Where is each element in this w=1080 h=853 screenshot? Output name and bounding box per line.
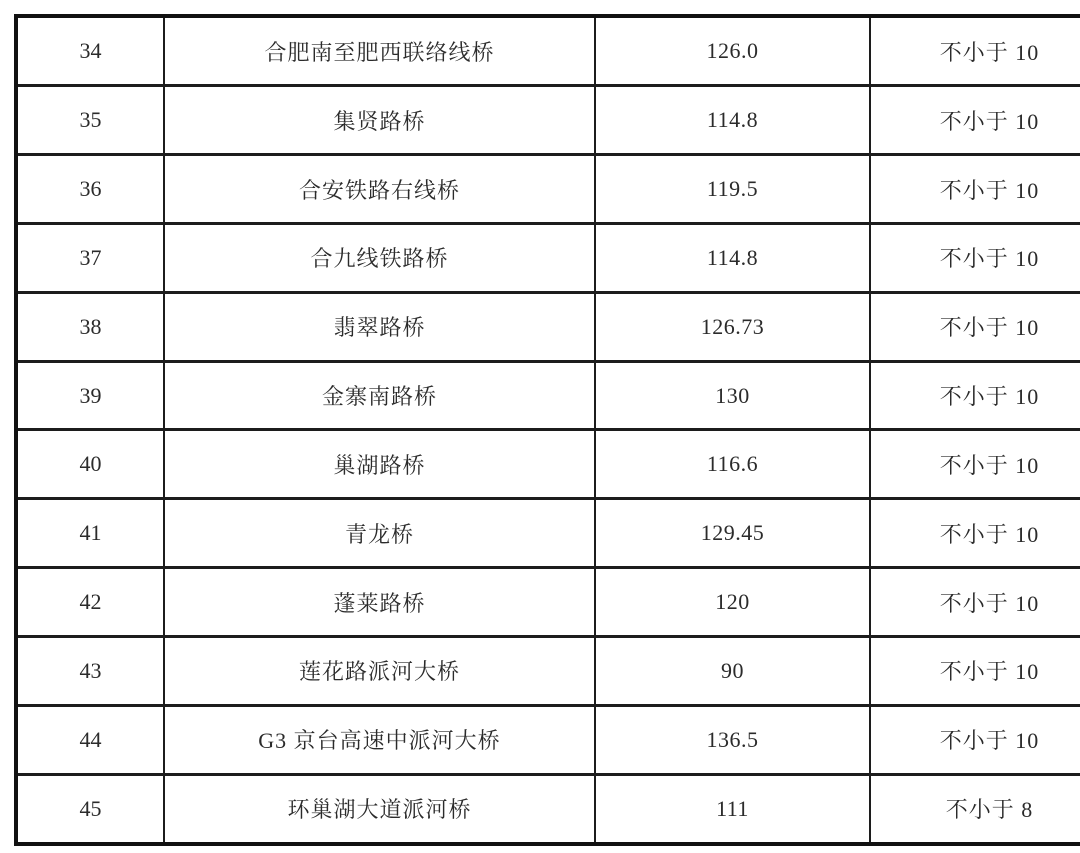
- value-cell: 136.5: [595, 705, 870, 774]
- bridge-name-cell: G3 京台高速中派河大桥: [164, 705, 595, 774]
- value-cell: 126.0: [595, 16, 870, 86]
- row-number-cell: 35: [16, 86, 164, 155]
- row-number-cell: 39: [16, 361, 164, 430]
- table-row: [16, 16, 1080, 86]
- value-cell: 116.6: [595, 430, 870, 499]
- value-cell: 90: [595, 636, 870, 705]
- bridge-name-cell: 环巢湖大道派河桥: [164, 774, 595, 844]
- value-cell: 119.5: [595, 155, 870, 224]
- requirement-cell: 不小于 10: [870, 16, 1080, 86]
- row-number-cell: 40: [16, 430, 164, 499]
- row-number-cell: 42: [16, 568, 164, 637]
- value-cell: 111: [595, 774, 870, 844]
- bridge-clearance-table: [14, 14, 1080, 846]
- row-number-cell: 44: [16, 705, 164, 774]
- requirement-cell: 不小于 10: [870, 499, 1080, 568]
- requirement-cell: 不小于 10: [870, 86, 1080, 155]
- bridge-name-cell: 蓬莱路桥: [164, 568, 595, 637]
- requirement-cell: 不小于 10: [870, 568, 1080, 637]
- table-row: [16, 155, 1080, 224]
- row-number-cell: 45: [16, 774, 164, 844]
- bridge-name-cell: 集贤路桥: [164, 86, 595, 155]
- row-number-cell: 36: [16, 155, 164, 224]
- row-number-cell: 43: [16, 636, 164, 705]
- bridge-table-body: [16, 16, 1080, 844]
- table-row: [16, 499, 1080, 568]
- table-row: [16, 774, 1080, 844]
- table-row: [16, 705, 1080, 774]
- table-row: [16, 223, 1080, 292]
- table-row: [16, 361, 1080, 430]
- bridge-name-cell: 金寨南路桥: [164, 361, 595, 430]
- bridge-name-cell: 莲花路派河大桥: [164, 636, 595, 705]
- value-cell: 126.73: [595, 292, 870, 361]
- bridge-name-cell: 巢湖路桥: [164, 430, 595, 499]
- table-row: [16, 430, 1080, 499]
- value-cell: 114.8: [595, 223, 870, 292]
- requirement-cell: 不小于 10: [870, 361, 1080, 430]
- bridge-name-cell: 青龙桥: [164, 499, 595, 568]
- row-number-cell: 37: [16, 223, 164, 292]
- value-cell: 120: [595, 568, 870, 637]
- table-row: [16, 568, 1080, 637]
- bridge-name-cell: 合肥南至肥西联络线桥: [164, 16, 595, 86]
- requirement-cell: 不小于 8: [870, 774, 1080, 844]
- requirement-cell: 不小于 10: [870, 636, 1080, 705]
- value-cell: 114.8: [595, 86, 870, 155]
- row-number-cell: 38: [16, 292, 164, 361]
- value-cell: 129.45: [595, 499, 870, 568]
- requirement-cell: 不小于 10: [870, 430, 1080, 499]
- bridge-name-cell: 合九线铁路桥: [164, 223, 595, 292]
- requirement-cell: 不小于 10: [870, 155, 1080, 224]
- bridge-name-cell: 翡翠路桥: [164, 292, 595, 361]
- requirement-cell: 不小于 10: [870, 705, 1080, 774]
- row-number-cell: 34: [16, 16, 164, 86]
- bridge-name-cell: 合安铁路右线桥: [164, 155, 595, 224]
- requirement-cell: 不小于 10: [870, 223, 1080, 292]
- row-number-cell: 41: [16, 499, 164, 568]
- table-row: [16, 292, 1080, 361]
- table-row: [16, 86, 1080, 155]
- requirement-cell: 不小于 10: [870, 292, 1080, 361]
- value-cell: 130: [595, 361, 870, 430]
- table-row: [16, 636, 1080, 705]
